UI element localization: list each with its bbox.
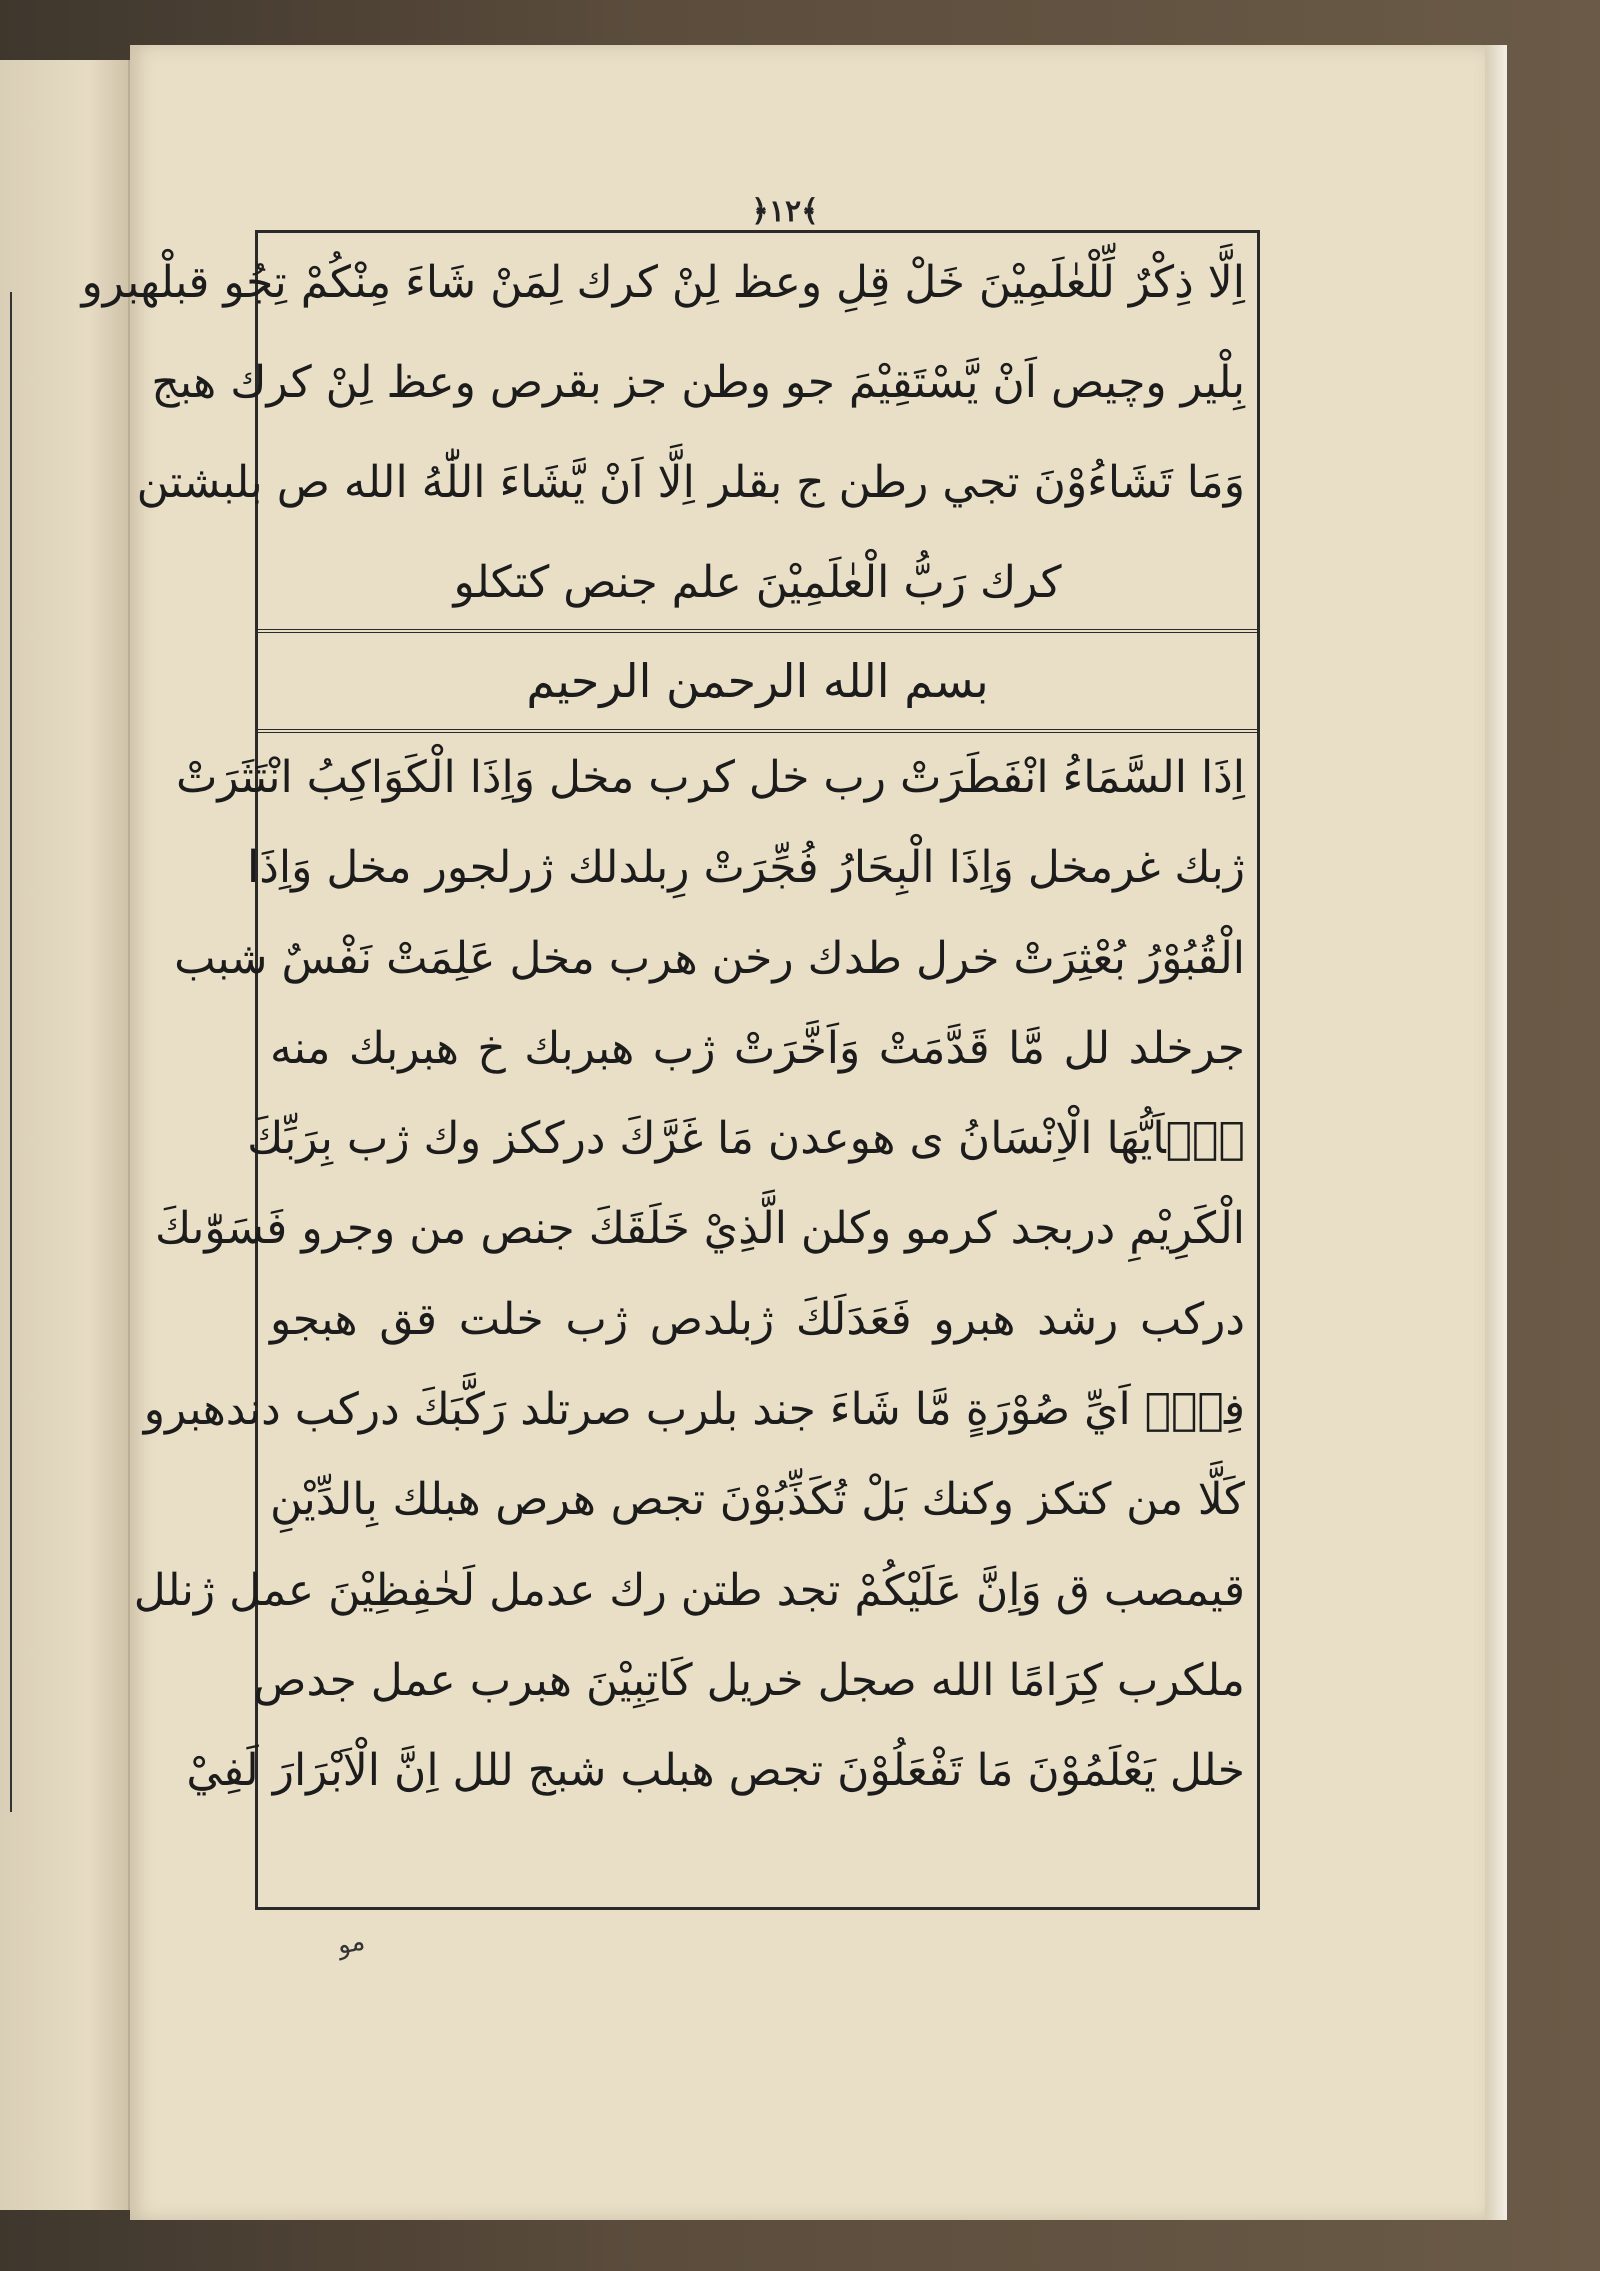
top-line-3: وَمَا تَشَاءُوْنَ تجي رطن ج بقلر اِلَّا اَنْ يَّشَاءَ اللّٰهُ الله ص بلبشتن: [136, 457, 1245, 508]
main-text-block: [133, 733, 1257, 1907]
main-line-7: دركب رشد هبرو فَعَدَلَكَ ژبلدص ژب خلت قق هبجو: [270, 1293, 1245, 1345]
left-page-frame-rule: [0, 292, 12, 1812]
main-line-11: ملكرب كِرَامًا الله صجل خريل كَاتِبِيْنَ هبرب عمل جدص: [253, 1654, 1245, 1706]
page-edge: [1485, 45, 1507, 2220]
basmala-heading: بسم الله الرحمن الرحيم: [526, 654, 989, 708]
text-frame: [81, 230, 1260, 1910]
top-line-1: اِلَّا ذِكْرٌ لِّلْعٰلَمِيْنَ خَلْ قِلِ وعظ لِنْ كرك لِمَنْ شَاءَ مِنْكُمْ تِجُو قبلْهبرو: [81, 257, 1245, 308]
top-line-4: كرك رَبُّ الْعٰلَمِيْنَ علم جنص كتكلو: [453, 557, 1062, 608]
main-line-1: اِذَا السَّمَاءُ انْفَطَرَتْ رب خل كرب مخل وَاِذَا الْكَوَاكِبُ انْتَثَرَتْ: [175, 752, 1245, 803]
main-line-5: يٰۤاَيُّهَا الْاِنْسَانُ ى هوعدن مَا غَرَّكَ درككز وك ژب بِرَبِّكَ: [247, 1113, 1245, 1165]
top-line-2: بِلْير وچيص اَنْ يَّسْتَقِيْمَ جو وطن جز بقرص وعظ لِنْ كرك هبج: [151, 357, 1245, 408]
main-line-10: قيمصب ق وَاِنَّ عَلَيْكُمْ تجد طتن رك عدمل لَحٰفِظِيْنَ عمل ژنلل: [133, 1564, 1245, 1616]
page-number: ﴿١٢﴾: [751, 194, 819, 229]
main-line-9: كَلَّا من كتكز وكنك بَلْ تُكَذِّبُوْنَ تجص هرص هبلك بِالدِّيْنِ: [270, 1474, 1245, 1526]
main-line-3: الْقُبُوْرُ بُعْثِرَتْ خرل طدك رخن هرب مخل عَلِمَتْ نَفْسٌ شبب: [174, 932, 1245, 984]
main-line-12: خلل يَعْلَمُوْنَ مَا تَفْعَلُوْنَ تجص هبلب شبج للل اِنَّ الْاَبْرَارَ لَفِيْ: [186, 1745, 1245, 1797]
basmala-block: [258, 633, 1257, 733]
catchword: مو: [334, 1926, 368, 1962]
main-line-4: جرخلد لل مَّا قَدَّمَتْ وَاَخَّرَتْ ژب هبربك خ هبربك منه: [270, 1022, 1245, 1074]
top-text-block: [81, 233, 1257, 633]
main-line-8: فِيْۤ اَيِّ صُوْرَةٍ مَّا شَاءَ جند بلرب صرتلد رَكَّبَكَ دركب دندهبرو: [143, 1384, 1245, 1436]
left-page-edge: [0, 60, 130, 2210]
main-line-2: ژبك غرمخل وَاِذَا الْبِحَارُ فُجِّرَتْ رِبلدلك ژرلجور مخل وَاِذَا: [247, 842, 1245, 894]
main-line-6: الْكَرِيْمِ دربجد كرمو وكلن الَّذِيْ خَلَقَكَ جنص من وجرو فَسَوّٰىكَ: [154, 1203, 1245, 1255]
